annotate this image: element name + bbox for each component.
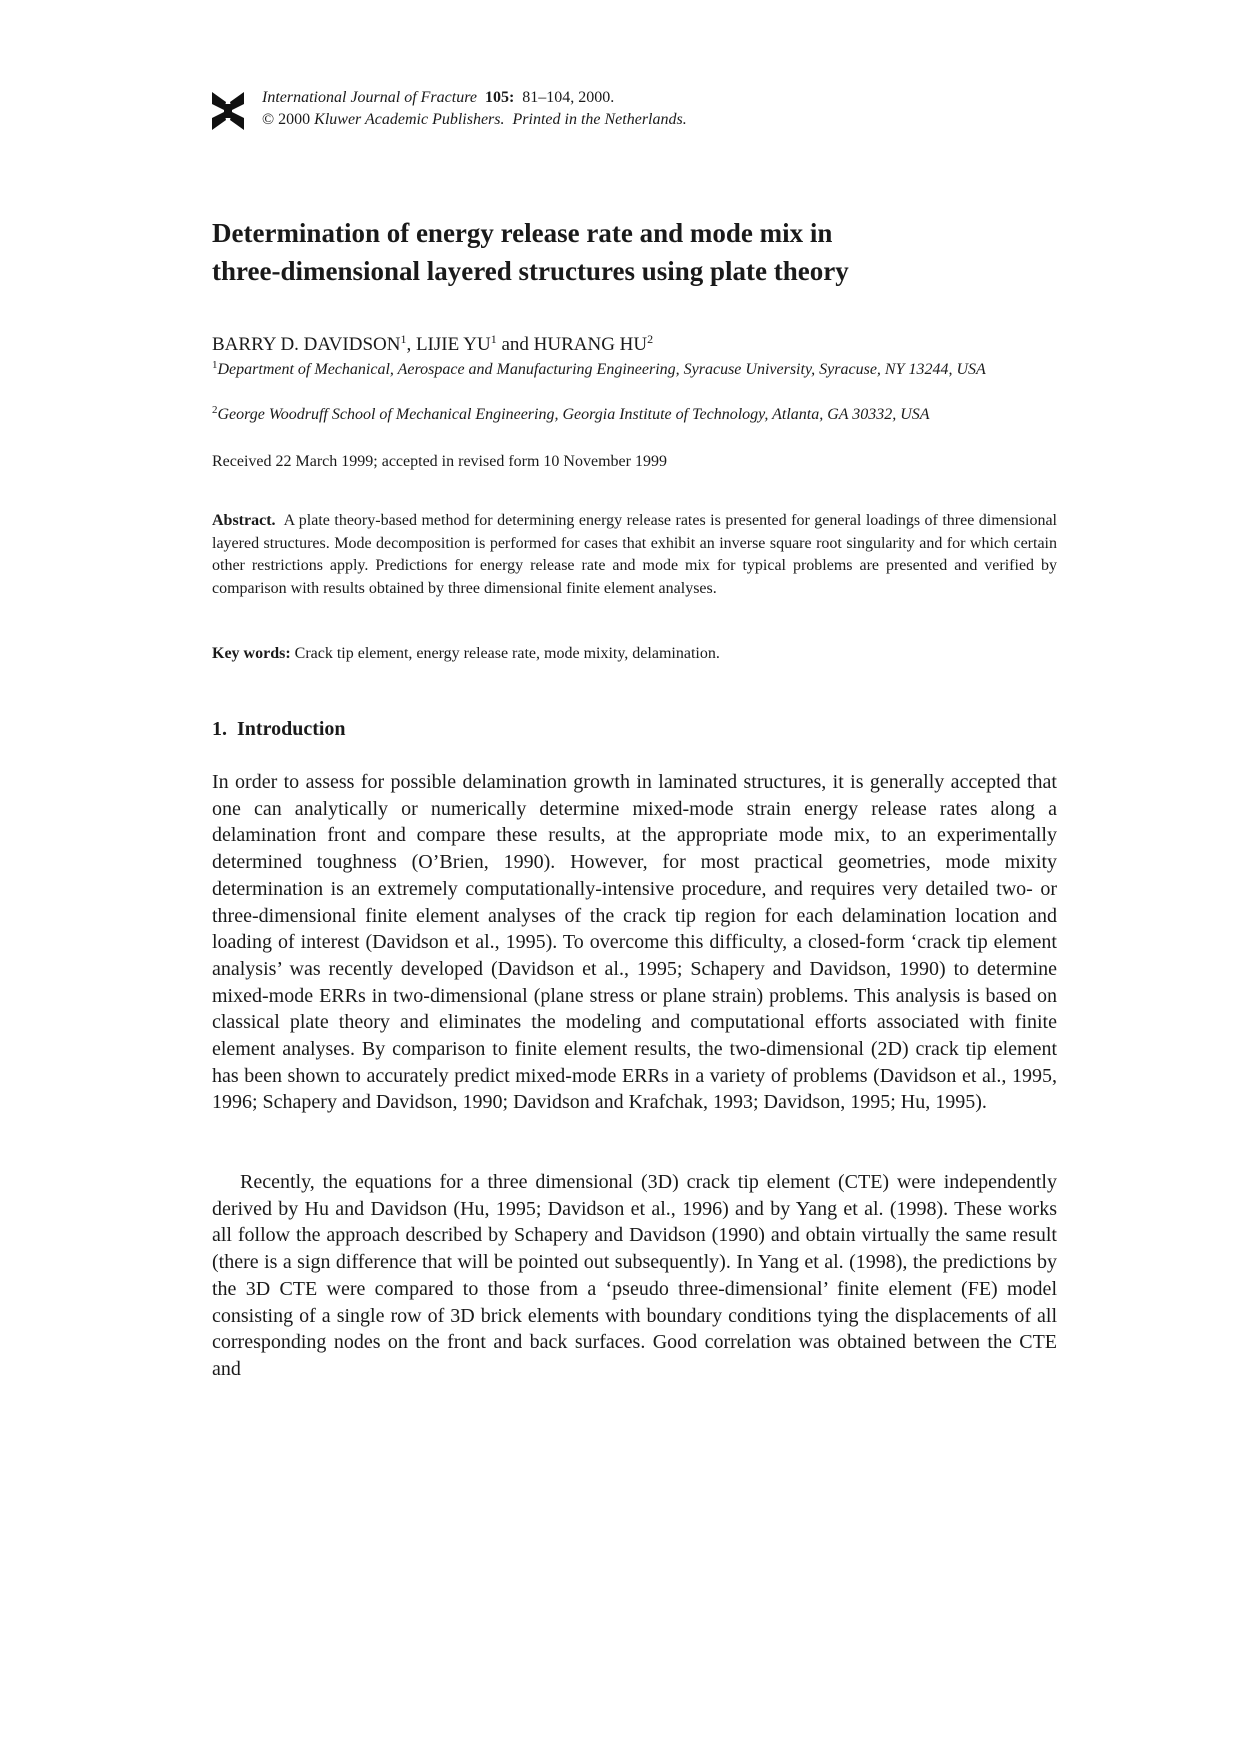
author-separator: and	[496, 334, 534, 355]
author-affiliation-marker: 2	[647, 332, 654, 346]
journal-copyright	[262, 109, 687, 131]
author-affiliation-marker: 1	[490, 332, 497, 346]
author-name: BARRY D. DAVIDSON	[212, 334, 401, 355]
received-dates: Received 22 March 1999; accepted in revised form 10 November 1999	[212, 453, 667, 470]
keywords-text: Crack tip element, energy release rate, mode mixity, delamination.	[294, 645, 720, 662]
abstract-text: A plate theory-based method for determining energy release rates is presented for general loadings of three dimensional layered structures. Mode decomposition is performed for cases that exhibit an inverse square root singularity and for which certain other restrictions apply. Predictions for energy release rate and mode mix for typical problems are presented and verified by comparison with results obtained by three dimensional finite element analyses.	[212, 512, 1058, 597]
printed-location: Printed in the Netherlands.	[512, 111, 687, 128]
affiliation-marker: 1	[212, 359, 218, 371]
affiliation-text: George Woodruff School of Mechanical Engineering, Georgia Institute of Technology, Atlanta, GA 30332, USA	[217, 406, 930, 423]
author-name: LIJIE YU	[415, 334, 491, 355]
section-heading	[212, 716, 346, 742]
journal-citation	[262, 87, 687, 109]
section-title: Introduction	[237, 718, 346, 740]
section-number: 1.	[212, 718, 227, 740]
journal-name: International Journal of Fracture	[262, 89, 477, 106]
paper-title-line-2: three-dimensional layered structures using plate theory	[212, 256, 849, 286]
body-paragraph: In order to assess for possible delamination growth in laminated structures, it is generally accepted that one can analytically or numerically determine mixed-mode strain energy release rates along a delamination front and compare these results, at the appropriate mode mix, to an experimentally determined toughness (O’Brien, 1990). However, for most practical geometries, mode mixity determination is an extremely computationally-intensive procedure, and requires very detailed two- or three-dimensional finite element analyses of the crack tip region for each delamination location and loading of interest (Davidson et al., 1995). To overcome this difficulty, a closed-form ‘crack tip element analysis’ was recently developed (Davidson et al., 1995; Schapery and Davidson, 1990) to determine mixed-mode ERRs in two-dimensional (plane stress or plane strain) problems. This analysis is based on classical plate theory and eliminates the modeling and computational efforts associated with finite element analyses. By comparison to finite element results, the two-dimensional (2D) crack tip element has been shown to accurately predict mixed-mode ERRs in a variety of problems (Davidson et al., 1995, 1996; Schapery and Davidson, 1990; Davidson and Krafchak, 1993; Davidson, 1995; Hu, 1995).	[212, 771, 1057, 1114]
keywords-label: Key words:	[212, 645, 291, 662]
body-paragraph: Recently, the equations for a three dimensional (3D) crack tip element (CTE) were independently derived by Hu and Davidson (Hu, 1995; Davidson et al., 1996) and by Yang et al. (1998). These works all follow the approach described by Schapery and Davidson (1990) and obtain virtually the same result (there is a sign difference that will be pointed out subsequently). In Yang et al. (1998), the predictions by the 3D CTE were compared to those from a ‘pseudo three-dimensional’ finite element (FE) model consisting of a single row of 3D brick elements with boundary conditions tying the displacements of all corresponding nodes on the front and back surfaces. Good correlation was obtained between the CTE and	[212, 1171, 1057, 1380]
paper-title	[212, 214, 1052, 290]
affiliation-text: Department of Mechanical, Aerospace and Manufacturing Engineering, Syracuse University, Syracuse, NY 13244, USA	[217, 361, 986, 378]
abstract-label: Abstract.	[212, 512, 276, 529]
copyright-symbol: ©	[262, 111, 275, 128]
publisher-name: Kluwer Academic Publishers.	[314, 111, 505, 128]
copyright-year: 2000	[278, 111, 311, 128]
abstract	[212, 510, 1057, 600]
journal-pages-year: 81–104, 2000.	[522, 89, 615, 106]
affiliation-1	[212, 359, 1057, 381]
journal-header	[262, 87, 687, 131]
journal-volume: 105:	[484, 89, 515, 106]
author-name: HURANG HU	[533, 334, 648, 355]
publisher-logo-icon	[210, 90, 246, 132]
affiliation-2	[212, 404, 1057, 426]
author-affiliation-marker: 1	[400, 332, 407, 346]
author-separator: ,	[406, 334, 416, 355]
paper-title-line-1: Determination of energy release rate and mode mix in	[212, 218, 833, 248]
affiliation-marker: 2	[212, 404, 218, 416]
author-list	[212, 333, 653, 357]
keywords	[212, 643, 720, 665]
